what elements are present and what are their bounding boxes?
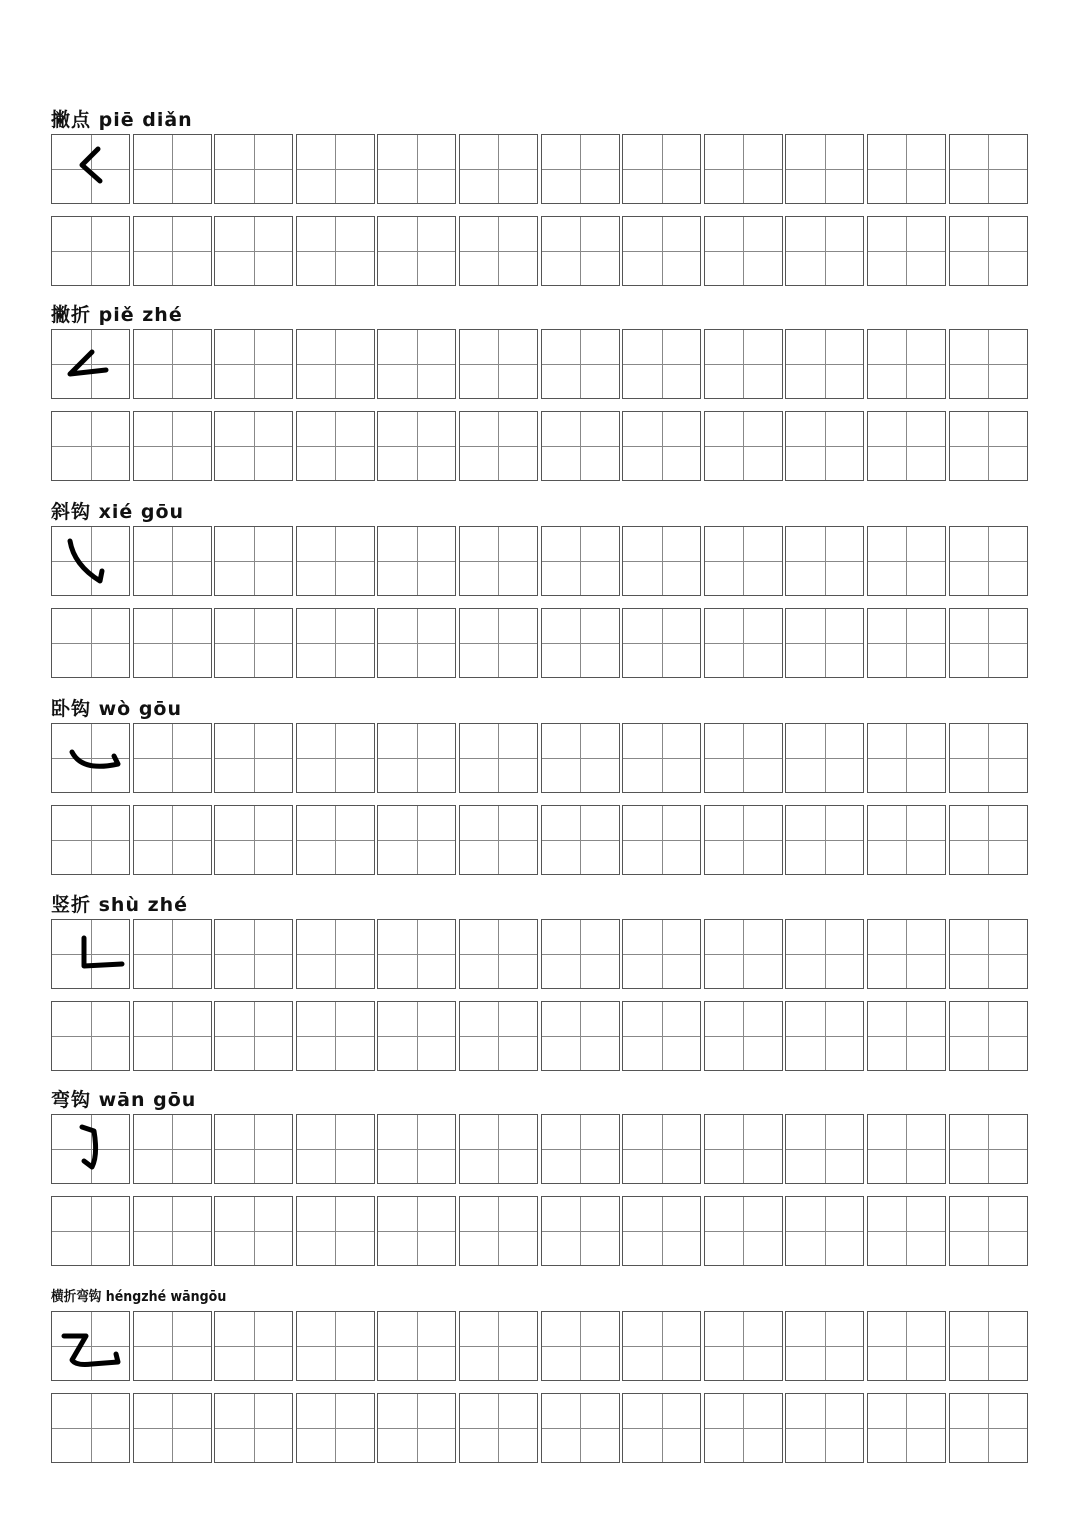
tianzige-cell[interactable] xyxy=(459,1393,538,1463)
tianzige-cell[interactable] xyxy=(51,411,130,481)
tianzige-cell[interactable] xyxy=(785,1311,864,1381)
tianzige-cell[interactable] xyxy=(541,1001,620,1071)
tianzige-cell[interactable] xyxy=(622,526,701,596)
tianzige-cell[interactable] xyxy=(296,526,375,596)
tianzige-cell[interactable] xyxy=(214,1311,293,1381)
tianzige-cell[interactable] xyxy=(133,1196,212,1266)
tianzige-cell[interactable] xyxy=(296,216,375,286)
section-title: 竖折 shù zhé xyxy=(51,894,189,916)
tianzige-cell[interactable] xyxy=(622,1001,701,1071)
tianzige-cell[interactable] xyxy=(214,1196,293,1266)
tianzige-cell[interactable] xyxy=(377,805,456,875)
tianzige-cell[interactable] xyxy=(785,411,864,481)
tianzige-cell[interactable] xyxy=(133,216,212,286)
practice-row xyxy=(51,919,1031,991)
practice-row xyxy=(51,411,1031,483)
tianzige-cell[interactable] xyxy=(214,134,293,204)
tianzige-cell[interactable] xyxy=(459,919,538,989)
tianzige-cell[interactable] xyxy=(704,329,783,399)
tianzige-cell[interactable] xyxy=(133,1001,212,1071)
tianzige-cell[interactable] xyxy=(541,411,620,481)
tianzige-cell[interactable] xyxy=(541,526,620,596)
tianzige-cell[interactable] xyxy=(214,608,293,678)
tianzige-cell[interactable] xyxy=(622,134,701,204)
tianzige-cell[interactable] xyxy=(377,411,456,481)
tianzige-cell[interactable] xyxy=(704,723,783,793)
tianzige-cell[interactable] xyxy=(51,608,130,678)
tianzige-cell[interactable] xyxy=(133,411,212,481)
tianzige-cell[interactable] xyxy=(214,1393,293,1463)
tianzige-cell[interactable] xyxy=(459,805,538,875)
tianzige-cell[interactable] xyxy=(296,411,375,481)
practice-row xyxy=(51,1393,1031,1465)
tianzige-cell[interactable] xyxy=(214,1114,293,1184)
tianzige-cell[interactable] xyxy=(214,805,293,875)
tianzige-cell[interactable] xyxy=(296,723,375,793)
tianzige-cell[interactable] xyxy=(51,216,130,286)
tianzige-cell[interactable] xyxy=(622,411,701,481)
practice-row xyxy=(51,805,1031,877)
tianzige-cell[interactable] xyxy=(51,1196,130,1266)
tianzige-cell[interactable] xyxy=(785,919,864,989)
section-title: 弯钩 wān gōu xyxy=(51,1089,197,1111)
tianzige-cell[interactable] xyxy=(622,1114,701,1184)
tianzige-cell[interactable] xyxy=(704,1393,783,1463)
tianzige-cell[interactable] xyxy=(541,608,620,678)
tianzige-cell[interactable] xyxy=(214,411,293,481)
tianzige-cell[interactable] xyxy=(949,1393,1028,1463)
tianzige-cell[interactable] xyxy=(867,411,946,481)
tianzige-cell[interactable] xyxy=(377,1196,456,1266)
pie-zhe-stroke-icon xyxy=(52,330,131,400)
tianzige-cell[interactable] xyxy=(867,1001,946,1071)
tianzige-cell[interactable] xyxy=(622,1196,701,1266)
tianzige-cell[interactable] xyxy=(704,411,783,481)
practice-row xyxy=(51,526,1031,598)
tianzige-cell[interactable] xyxy=(785,1196,864,1266)
tianzige-cell[interactable] xyxy=(133,1393,212,1463)
tianzige-cell[interactable] xyxy=(459,1196,538,1266)
tianzige-cell[interactable] xyxy=(377,329,456,399)
tianzige-cell[interactable] xyxy=(377,919,456,989)
tianzige-cell[interactable] xyxy=(622,1393,701,1463)
tianzige-cell[interactable] xyxy=(459,134,538,204)
wan-gou-stroke-icon xyxy=(52,1115,131,1185)
tianzige-cell[interactable] xyxy=(704,526,783,596)
tianzige-cell[interactable] xyxy=(51,805,130,875)
tianzige-cell[interactable] xyxy=(296,1114,375,1184)
tianzige-cell[interactable] xyxy=(949,723,1028,793)
tianzige-cell[interactable] xyxy=(622,1311,701,1381)
tianzige-cell[interactable] xyxy=(541,919,620,989)
tianzige-cell[interactable] xyxy=(214,526,293,596)
tianzige-cell[interactable] xyxy=(296,329,375,399)
tianzige-cell[interactable] xyxy=(785,608,864,678)
tianzige-cell[interactable] xyxy=(296,805,375,875)
tianzige-cell[interactable] xyxy=(377,1001,456,1071)
tianzige-cell[interactable] xyxy=(51,723,130,793)
section-title: 斜钩 xié gōu xyxy=(51,501,185,523)
tianzige-cell[interactable] xyxy=(785,329,864,399)
tianzige-cell[interactable] xyxy=(296,1311,375,1381)
tianzige-cell[interactable] xyxy=(785,134,864,204)
tianzige-cell[interactable] xyxy=(51,526,130,596)
tianzige-cell[interactable] xyxy=(949,919,1028,989)
practice-row xyxy=(51,1001,1031,1073)
tianzige-cell[interactable] xyxy=(949,411,1028,481)
tianzige-cell[interactable] xyxy=(377,216,456,286)
tianzige-cell[interactable] xyxy=(867,329,946,399)
tianzige-cell[interactable] xyxy=(704,608,783,678)
tianzige-cell[interactable] xyxy=(541,1393,620,1463)
tianzige-cell[interactable] xyxy=(214,329,293,399)
tianzige-cell[interactable] xyxy=(704,1196,783,1266)
tianzige-cell[interactable] xyxy=(867,1311,946,1381)
practice-row xyxy=(51,134,1031,206)
xie-gou-stroke-icon xyxy=(52,527,131,597)
tianzige-cell[interactable] xyxy=(133,919,212,989)
tianzige-cell[interactable] xyxy=(214,1001,293,1071)
tianzige-cell[interactable] xyxy=(459,723,538,793)
tianzige-cell[interactable] xyxy=(867,919,946,989)
tianzige-cell[interactable] xyxy=(296,608,375,678)
pie-dian-stroke-icon xyxy=(52,135,131,205)
tianzige-cell[interactable] xyxy=(377,1393,456,1463)
tianzige-cell[interactable] xyxy=(785,805,864,875)
tianzige-cell[interactable] xyxy=(949,1001,1028,1071)
tianzige-cell[interactable] xyxy=(377,134,456,204)
section-title: 撇点 piē diǎn xyxy=(51,109,193,131)
tianzige-cell[interactable] xyxy=(867,1196,946,1266)
tianzige-cell[interactable] xyxy=(785,1114,864,1184)
practice-row xyxy=(51,216,1031,288)
tianzige-cell[interactable] xyxy=(704,919,783,989)
tianzige-cell[interactable] xyxy=(214,216,293,286)
section-title: 横折弯钩 héngzhé wāngōu xyxy=(51,1289,227,1305)
tianzige-cell[interactable] xyxy=(949,216,1028,286)
tianzige-cell[interactable] xyxy=(296,1196,375,1266)
tianzige-cell[interactable] xyxy=(541,1311,620,1381)
tianzige-cell[interactable] xyxy=(541,216,620,286)
tianzige-cell[interactable] xyxy=(377,526,456,596)
tianzige-cell[interactable] xyxy=(785,1001,864,1071)
tianzige-cell[interactable] xyxy=(622,723,701,793)
tianzige-cell[interactable] xyxy=(377,1114,456,1184)
practice-row xyxy=(51,1196,1031,1268)
tianzige-cell[interactable] xyxy=(949,1311,1028,1381)
tianzige-cell[interactable] xyxy=(51,1393,130,1463)
tianzige-cell[interactable] xyxy=(949,608,1028,678)
tianzige-cell[interactable] xyxy=(377,608,456,678)
tianzige-cell[interactable] xyxy=(541,329,620,399)
practice-row xyxy=(51,608,1031,680)
tianzige-cell[interactable] xyxy=(459,216,538,286)
tianzige-cell[interactable] xyxy=(296,134,375,204)
tianzige-cell[interactable] xyxy=(459,526,538,596)
tianzige-cell[interactable] xyxy=(541,723,620,793)
tianzige-cell[interactable] xyxy=(704,1311,783,1381)
tianzige-cell[interactable] xyxy=(622,919,701,989)
tianzige-cell[interactable] xyxy=(622,805,701,875)
tianzige-cell[interactable] xyxy=(785,526,864,596)
tianzige-cell[interactable] xyxy=(51,329,130,399)
tianzige-cell[interactable] xyxy=(949,526,1028,596)
tianzige-cell[interactable] xyxy=(541,1196,620,1266)
tianzige-cell[interactable] xyxy=(133,329,212,399)
tianzige-cell[interactable] xyxy=(785,723,864,793)
tianzige-cell[interactable] xyxy=(622,329,701,399)
tianzige-cell[interactable] xyxy=(296,1393,375,1463)
tianzige-cell[interactable] xyxy=(622,608,701,678)
tianzige-cell[interactable] xyxy=(133,723,212,793)
tianzige-cell[interactable] xyxy=(949,805,1028,875)
tianzige-cell[interactable] xyxy=(867,608,946,678)
tianzige-cell[interactable] xyxy=(133,1311,212,1381)
tianzige-cell[interactable] xyxy=(51,1001,130,1071)
tianzige-cell[interactable] xyxy=(704,216,783,286)
tianzige-cell[interactable] xyxy=(459,1311,538,1381)
tianzige-cell[interactable] xyxy=(867,805,946,875)
wo-gou-stroke-icon xyxy=(52,724,131,794)
tianzige-cell[interactable] xyxy=(133,805,212,875)
tianzige-cell[interactable] xyxy=(459,1114,538,1184)
tianzige-cell[interactable] xyxy=(51,919,130,989)
tianzige-cell[interactable] xyxy=(51,1311,130,1381)
tianzige-cell[interactable] xyxy=(214,919,293,989)
tianzige-cell[interactable] xyxy=(51,134,130,204)
tianzige-cell[interactable] xyxy=(541,134,620,204)
tianzige-cell[interactable] xyxy=(296,919,375,989)
tianzige-cell[interactable] xyxy=(867,216,946,286)
tianzige-cell[interactable] xyxy=(133,526,212,596)
shu-zhe-stroke-icon xyxy=(52,920,131,990)
tianzige-cell[interactable] xyxy=(949,1196,1028,1266)
tianzige-cell[interactable] xyxy=(867,723,946,793)
tianzige-cell[interactable] xyxy=(867,1393,946,1463)
tianzige-cell[interactable] xyxy=(377,1311,456,1381)
tianzige-cell[interactable] xyxy=(541,1114,620,1184)
tianzige-cell[interactable] xyxy=(133,608,212,678)
tianzige-cell[interactable] xyxy=(785,216,864,286)
tianzige-cell[interactable] xyxy=(949,134,1028,204)
heng-zhe-wan-gou-stroke-icon xyxy=(52,1312,131,1382)
tianzige-cell[interactable] xyxy=(704,1114,783,1184)
tianzige-cell[interactable] xyxy=(51,1114,130,1184)
tianzige-cell[interactable] xyxy=(214,723,293,793)
practice-row xyxy=(51,1311,1031,1383)
tianzige-cell[interactable] xyxy=(459,1001,538,1071)
tianzige-cell[interactable] xyxy=(459,329,538,399)
tianzige-cell[interactable] xyxy=(541,805,620,875)
tianzige-cell[interactable] xyxy=(949,329,1028,399)
tianzige-cell[interactable] xyxy=(949,1114,1028,1184)
tianzige-cell[interactable] xyxy=(296,1001,375,1071)
practice-row xyxy=(51,1114,1031,1186)
tianzige-cell[interactable] xyxy=(459,411,538,481)
tianzige-cell[interactable] xyxy=(704,134,783,204)
tianzige-cell[interactable] xyxy=(867,1114,946,1184)
tianzige-cell[interactable] xyxy=(704,1001,783,1071)
tianzige-cell[interactable] xyxy=(867,526,946,596)
section-title: 撇折 piě zhé xyxy=(51,304,183,326)
tianzige-cell[interactable] xyxy=(622,216,701,286)
tianzige-cell[interactable] xyxy=(785,1393,864,1463)
tianzige-cell[interactable] xyxy=(377,723,456,793)
tianzige-cell[interactable] xyxy=(704,805,783,875)
practice-row xyxy=(51,723,1031,795)
tianzige-cell[interactable] xyxy=(133,1114,212,1184)
tianzige-cell[interactable] xyxy=(459,608,538,678)
tianzige-cell[interactable] xyxy=(133,134,212,204)
section-title: 卧钩 wò gōu xyxy=(51,698,183,720)
practice-row xyxy=(51,329,1031,401)
tianzige-cell[interactable] xyxy=(867,134,946,204)
